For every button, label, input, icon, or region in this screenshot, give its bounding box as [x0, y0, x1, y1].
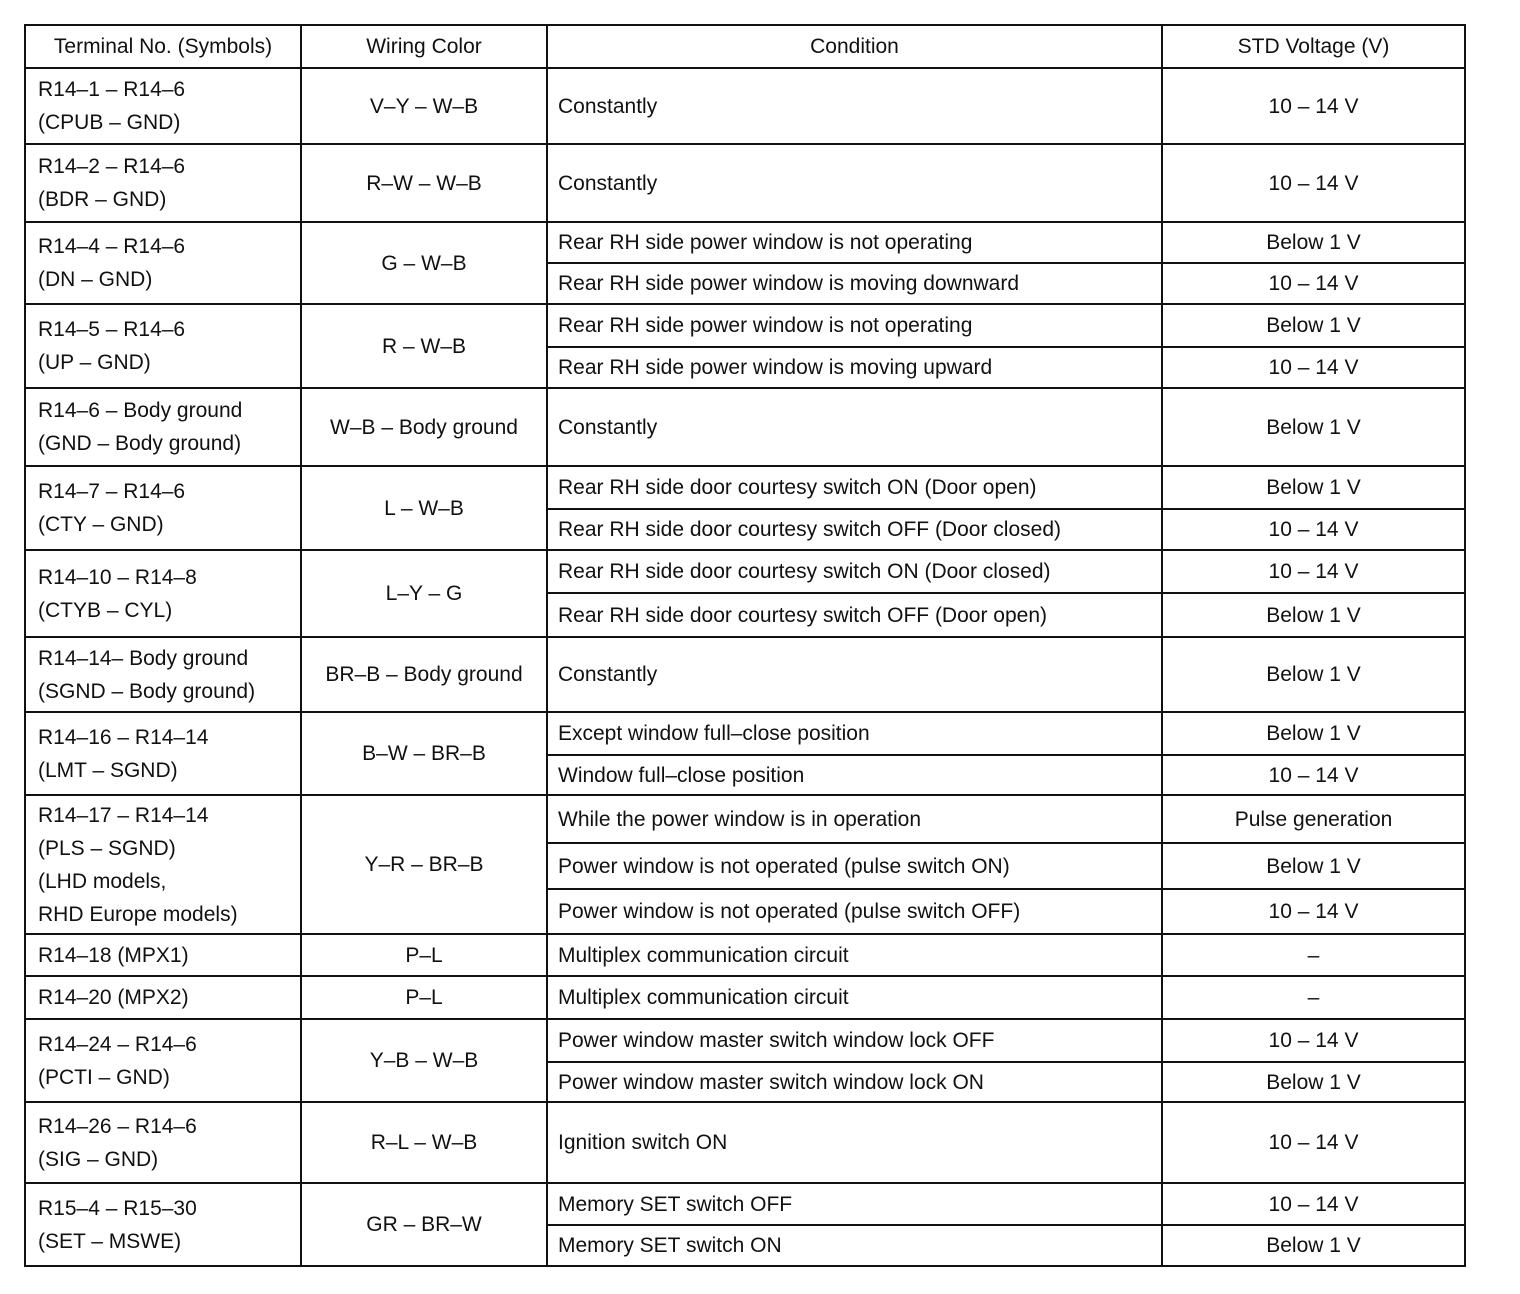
terminal-line: R14–24 – R14–6 [38, 1032, 197, 1056]
terminal-cell [25, 934, 301, 976]
condition-cell: Power window is not operated (pulse switch ON) [547, 843, 1162, 889]
condition-cell: Rear RH side power window is moving upward [547, 347, 1162, 388]
terminal-line: R14–2 – R14–6 [38, 155, 186, 178]
condition-cell: Constantly [547, 637, 1162, 712]
terminal-line: (SIG – GND) [38, 1147, 159, 1171]
terminal-line: R14–1 – R14–6 [38, 78, 186, 101]
table-row [25, 304, 1465, 347]
terminal-line: (PCTI – GND) [38, 1065, 170, 1089]
std-voltage-cell: 10 – 14 V [1162, 263, 1465, 304]
condition-cell: Multiplex communication circuit [547, 934, 1162, 976]
header-std-voltage: STD Voltage (V) [1162, 25, 1465, 68]
table-row [25, 712, 1465, 755]
wiring-color-cell: W–B – Body ground [301, 388, 547, 466]
wiring-color-cell: B–W – BR–B [301, 712, 547, 795]
terminal-cell [25, 1183, 301, 1266]
terminal-line: R14–14– Body ground [38, 646, 249, 670]
std-voltage-cell: Below 1 V [1162, 1225, 1465, 1266]
std-voltage-cell: Below 1 V [1162, 712, 1465, 755]
terminal-cell [25, 222, 301, 304]
header-terminal: Terminal No. (Symbols) [25, 25, 301, 68]
table-row [25, 1102, 1465, 1183]
terminal-line: (GND – Body ground) [38, 432, 242, 455]
std-voltage-cell: Below 1 V [1162, 304, 1465, 347]
table-row [25, 1183, 1465, 1225]
terminal-line: R14–26 – R14–6 [38, 1114, 197, 1138]
terminal-line: R14–6 – Body ground [38, 399, 243, 422]
wiring-color-cell: Y–R – BR–B [301, 795, 547, 934]
wiring-color-cell: R–W – W–B [301, 144, 547, 222]
condition-cell: Except window full–close position [547, 712, 1162, 755]
terminal-voltage-table-sheet [24, 24, 1464, 1267]
table-row [25, 795, 1465, 843]
std-voltage-cell: Below 1 V [1162, 222, 1465, 263]
terminal-line: (BDR – GND) [38, 188, 167, 211]
wiring-color-cell: R–L – W–B [301, 1102, 547, 1183]
std-voltage-cell: – [1162, 976, 1465, 1019]
table-row [25, 637, 1465, 712]
condition-cell: Rear RH side door courtesy switch OFF (Door closed) [547, 509, 1162, 550]
std-voltage-cell: – [1162, 934, 1465, 976]
condition-cell: Constantly [547, 144, 1162, 222]
terminal-line: R14–17 – R14–14 [38, 803, 209, 827]
table-row [25, 550, 1465, 593]
std-voltage-cell: Below 1 V [1162, 1062, 1465, 1102]
terminal-cell [25, 1102, 301, 1183]
table-row [25, 144, 1465, 222]
std-voltage-cell: Below 1 V [1162, 843, 1465, 889]
terminal-line: R15–4 – R15–30 [38, 1196, 197, 1220]
wiring-color-cell: R – W–B [301, 304, 547, 388]
terminal-line: R14–7 – R14–6 [38, 480, 186, 503]
table-row [25, 68, 1465, 144]
table-row [25, 388, 1465, 466]
table-row [25, 222, 1465, 263]
terminal-cell [25, 68, 301, 144]
condition-cell: Multiplex communication circuit [547, 976, 1162, 1019]
terminal-line: R14–18 (MPX1) [38, 943, 189, 967]
wiring-color-cell: P–L [301, 976, 547, 1019]
wiring-color-cell: L–Y – G [301, 550, 547, 637]
header-condition: Condition [547, 25, 1162, 68]
terminal-line: R14–16 – R14–14 [38, 725, 209, 749]
condition-cell: While the power window is in operation [547, 795, 1162, 843]
condition-cell: Ignition switch ON [547, 1102, 1162, 1183]
terminal-cell [25, 795, 301, 934]
std-voltage-cell: 10 – 14 V [1162, 68, 1465, 144]
std-voltage-cell: 10 – 14 V [1162, 509, 1465, 550]
terminal-line: R14–10 – R14–8 [38, 565, 197, 589]
terminal-line: (CPUB – GND) [38, 111, 181, 134]
terminal-cell [25, 550, 301, 637]
terminal-voltage-table [24, 24, 1466, 1267]
condition-cell: Power window master switch window lock OFF [547, 1019, 1162, 1062]
condition-cell: Rear RH side power window is not operating [547, 222, 1162, 263]
table-body [25, 68, 1465, 1266]
terminal-line: RHD Europe models) [38, 902, 238, 926]
terminal-line: R14–4 – R14–6 [38, 235, 186, 258]
terminal-cell [25, 466, 301, 550]
std-voltage-cell: 10 – 14 V [1162, 1183, 1465, 1225]
wiring-color-cell: P–L [301, 934, 547, 976]
terminal-cell [25, 976, 301, 1019]
condition-cell: Rear RH side power window is moving downward [547, 263, 1162, 304]
condition-cell: Window full–close position [547, 755, 1162, 795]
std-voltage-cell: 10 – 14 V [1162, 144, 1465, 222]
condition-cell: Memory SET switch ON [547, 1225, 1162, 1266]
terminal-cell [25, 1019, 301, 1102]
table-row [25, 934, 1465, 976]
condition-cell: Power window master switch window lock ON [547, 1062, 1162, 1102]
terminal-line: (LMT – SGND) [38, 758, 178, 782]
terminal-line: (LHD models, [38, 869, 167, 893]
std-voltage-cell: 10 – 14 V [1162, 550, 1465, 593]
wiring-color-cell: BR–B – Body ground [301, 637, 547, 712]
condition-cell: Rear RH side door courtesy switch ON (Door open) [547, 466, 1162, 509]
wiring-color-cell: GR – BR–W [301, 1183, 547, 1266]
std-voltage-cell: Below 1 V [1162, 593, 1465, 637]
wiring-color-cell: G – W–B [301, 222, 547, 304]
wiring-color-cell: V–Y – W–B [301, 68, 547, 144]
condition-cell: Constantly [547, 68, 1162, 144]
header-row [25, 25, 1465, 68]
wiring-color-cell: L – W–B [301, 466, 547, 550]
terminal-cell [25, 712, 301, 795]
std-voltage-cell: 10 – 14 V [1162, 1102, 1465, 1183]
table-row [25, 466, 1465, 509]
condition-cell: Rear RH side door courtesy switch OFF (Door open) [547, 593, 1162, 637]
terminal-line: (CTY – GND) [38, 513, 164, 536]
std-voltage-cell: 10 – 14 V [1162, 1019, 1465, 1062]
std-voltage-cell: Pulse generation [1162, 795, 1465, 843]
terminal-line: R14–5 – R14–6 [38, 318, 186, 341]
terminal-line: (CTYB – CYL) [38, 598, 173, 622]
condition-cell: Memory SET switch OFF [547, 1183, 1162, 1225]
terminal-line: (PLS – SGND) [38, 836, 176, 860]
terminal-cell [25, 304, 301, 388]
table-row [25, 976, 1465, 1019]
terminal-cell [25, 144, 301, 222]
condition-cell: Power window is not operated (pulse switch OFF) [547, 889, 1162, 934]
terminal-line: (UP – GND) [38, 351, 151, 374]
wiring-color-cell: Y–B – W–B [301, 1019, 547, 1102]
std-voltage-cell: 10 – 14 V [1162, 889, 1465, 934]
std-voltage-cell: Below 1 V [1162, 466, 1465, 509]
std-voltage-cell: 10 – 14 V [1162, 755, 1465, 795]
terminal-line: R14–20 (MPX2) [38, 986, 189, 1009]
header-wiring-color: Wiring Color [301, 25, 547, 68]
std-voltage-cell: 10 – 14 V [1162, 347, 1465, 388]
std-voltage-cell: Below 1 V [1162, 388, 1465, 466]
terminal-cell [25, 388, 301, 466]
terminal-cell [25, 637, 301, 712]
condition-cell: Rear RH side power window is not operating [547, 304, 1162, 347]
terminal-line: (SET – MSWE) [38, 1229, 182, 1253]
table-row [25, 1019, 1465, 1062]
condition-cell: Rear RH side door courtesy switch ON (Door closed) [547, 550, 1162, 593]
terminal-line: (SGND – Body ground) [38, 679, 256, 703]
std-voltage-cell: Below 1 V [1162, 637, 1465, 712]
condition-cell: Constantly [547, 388, 1162, 466]
terminal-line: (DN – GND) [38, 268, 153, 291]
